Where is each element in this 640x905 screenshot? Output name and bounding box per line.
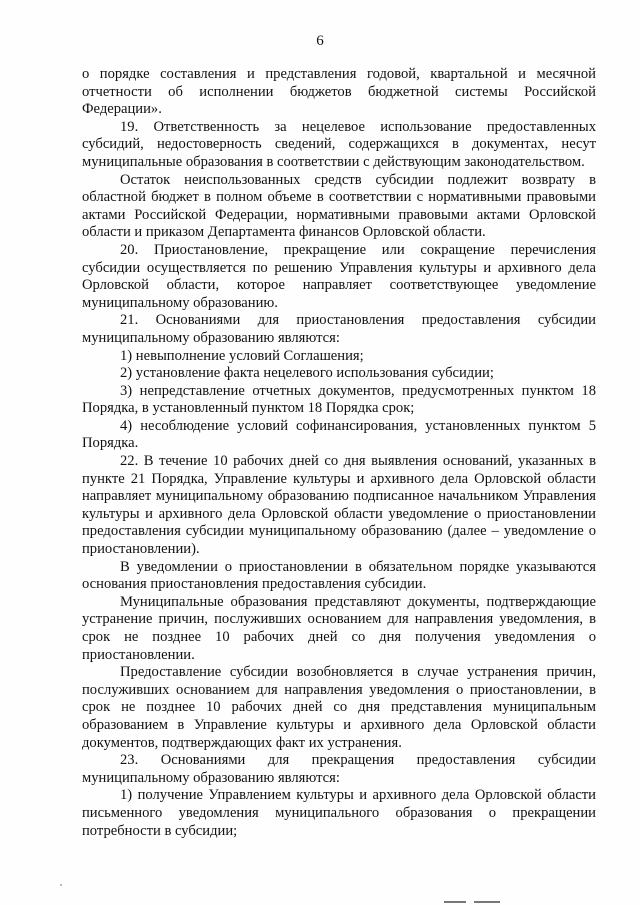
list-item-21-1: 1) невыполнение условий Соглашения; — [120, 347, 364, 364]
list-item-21-3: 3) непредставление отчетных документов, предусмотренных пунктом 18 Порядка, в установленный пунктом 18 Порядка срок; — [82, 382, 596, 417]
scan-artifact-line — [474, 901, 500, 903]
paragraph-municipal-documents: Муниципальные образования представляют документы, подтверждающие устранение причин, послуживших основанием для направления уведомления, в срок не позднее 10 рабочих дней со дня получения уведомления о приостановлении. — [82, 593, 596, 663]
paragraph-subsidy-remainder: Остаток неиспользованных средств субсидии подлежит возврату в областной бюджет в полном объеме в соответствии с нормативными правовыми актами Российской Федерации, нормативными правовыми актами Орловской области и приказом Департамента финансов Орловской области. — [82, 171, 596, 241]
paragraph-item-21: 21. Основаниями для приостановления предоставления субсидии муниципальному образованию являются: — [82, 312, 596, 346]
scan-artifact-line — [444, 901, 466, 903]
list-item-23-1: 1) получение Управлением культуры и архивного дела Орловской области письменного уведомления муниципального образования о прекращении потребности в субсидии; — [82, 787, 596, 839]
paragraph-item-23: 23. Основаниями для прекращения предоставления субсидии муниципальному образованию являются: — [82, 752, 596, 786]
document-body — [82, 66, 596, 840]
paragraph-continuation: о порядке составления и представления годовой, квартальной и месячной отчетности об исполнении бюджетов бюджетной системы Российской Федерации». — [82, 66, 596, 118]
scan-artifact-dot — [60, 884, 62, 886]
paragraph-item-22: 22. В течение 10 рабочих дней со дня выявления оснований, указанных в пункте 21 Порядка, Управление культуры и архивного дела Орловской области направляет муниципальному образованию подписанное начальником Управления культуры и архивного дела Орловской области уведомление о приостановлении предоставления субсидии муниципальному образованию (далее – уведомление о приостановлении). — [82, 453, 596, 558]
paragraph-notice-grounds: В уведомлении о приостановлении в обязательном порядке указываются основания приостановления предоставления субсидии. — [82, 558, 596, 593]
paragraph-subsidy-resumption: Предоставление субсидии возобновляется в случае устранения причин, послуживших основанием для направления уведомления о приостановлении, в срок не позднее 10 рабочих дней со дня представления муниципальным образованием в Управление культуры и архивного дела Орловской области документов, подтверждающих факт их устранения. — [82, 664, 596, 751]
paragraph-item-20: 20. Приостановление, прекращение или сокращение перечисления субсидии осуществляется по решению Управления культуры и архивного дела Орловской области, которое направляет соответствующее уведомление муниципальному образованию. — [82, 241, 596, 311]
list-item-21-2: 2) установление факта нецелевого использования субсидии; — [120, 365, 494, 382]
list-item-21-4: 4) несоблюдение условий софинансирования, установленных пунктом 5 Порядка. — [82, 417, 596, 452]
paragraph-item-19: 19. Ответственность за нецелевое использование предоставленных субсидий, недостоверность сведений, содержащихся в документах, несут муниципальные образования в соответствии с действующим законодательством. — [82, 118, 596, 170]
page-number: 6 — [316, 33, 324, 49]
